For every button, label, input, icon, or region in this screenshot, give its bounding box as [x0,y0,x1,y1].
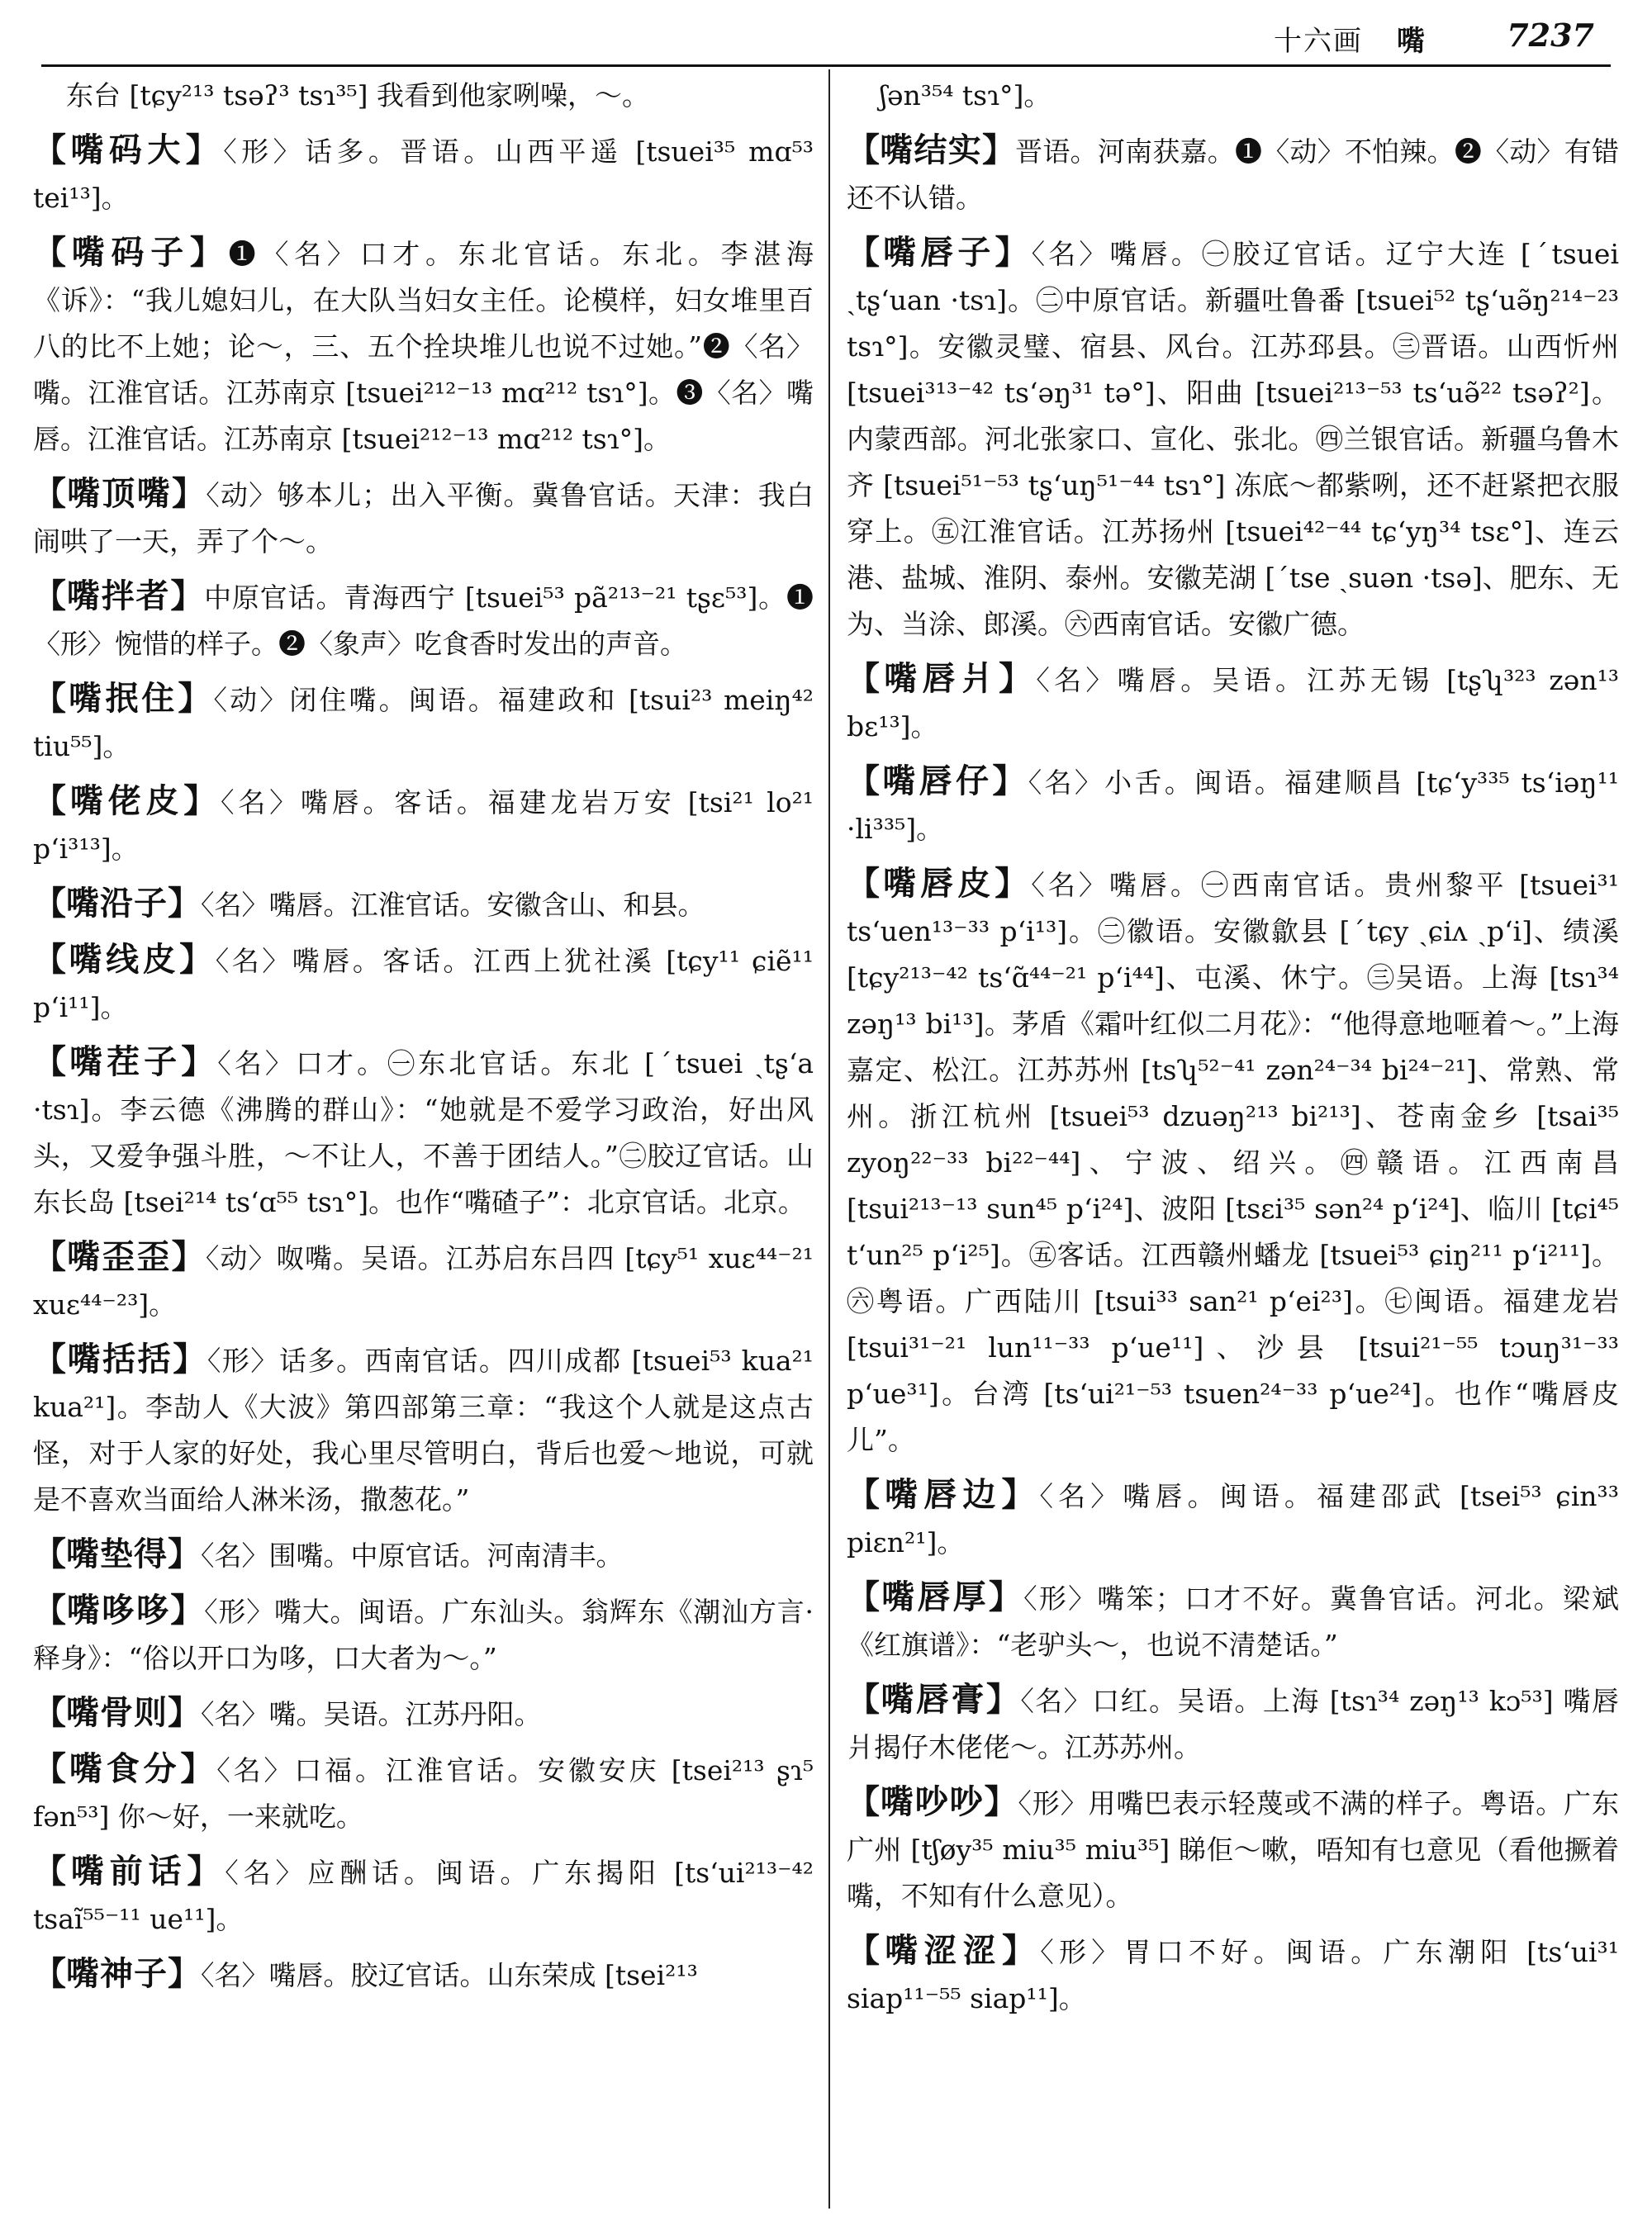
headword-close-bracket: 】 [995,233,1032,272]
entry-definition: 〈名〉嘴唇。胶辽官话。山东荣成 [tsei²¹³ [201,1959,698,1991]
entry-definition: 〈名〉口才。㊀东北官话。东北 [ˊtsuei ˏtʂʻa ·tsɿ]。李云德《沸腾的群山》：“她就是不爱学习政治，好出风头，又爱争强斗胜，～不让人，不善于团结人。”㊁胶辽官话。山东长岛 [tsei²¹⁴ tsʻɑ⁵⁵ tsɿ°]。也作“嘴碴子”：北京官话。北京。 [33,1047,814,1218]
dictionary-entry [33,1234,814,1328]
entry-headword: 嘴抿住 [69,679,178,718]
headword-open-bracket: 【 [33,1535,66,1573]
left-column [33,73,814,2220]
headword-open-bracket: 【 [33,940,69,979]
entry-definition: 〈名〉口红。吴语。上海 [tsɿ³⁴ zəŋ¹³ kɔ⁵³] 嘴唇爿揭仔木佬佬～。江苏苏州。 [847,1685,1619,1763]
headword-open-bracket: 【 [33,1042,70,1081]
headword-close-bracket: 】 [170,576,205,615]
dictionary-entry [847,1472,1619,1566]
headword-close-bracket: 】 [995,864,1032,903]
entry-definition: 〈名〉嘴。吴语。江苏丹阳。 [201,1698,542,1730]
entry-definition: 〈动〉闭住嘴。闽语。福建政和 [tsui²³ meiŋ⁴² tiu⁵⁵]。 [33,684,814,762]
dictionary-entry [847,127,1619,221]
headword-open-bracket: 【 [847,130,881,169]
entry-headword: 嘴码大 [70,130,186,169]
headword-open-bracket: 【 [33,1591,67,1630]
dictionary-entry [847,1574,1619,1668]
dictionary-entry [33,127,814,221]
headword-close-bracket: 】 [1001,1475,1040,1514]
dictionary-entry [33,676,814,770]
header-rule [41,64,1611,67]
entry-headword: 嘴唇厚 [881,1578,989,1616]
entry-headword: 嘴结实 [880,130,982,169]
headword-close-bracket: 】 [984,1782,1018,1821]
dictionary-entry [33,230,814,463]
entry-headword: 嘴顶嘴 [67,474,172,513]
entry-definition: 东台 [tɕy²¹³ tsəʔ³ tsɿ³⁵] 我看到他家咧噪，～。 [66,79,650,112]
headword-open-bracket: 【 [33,781,70,820]
entry-definition: 〈名〉嘴唇。客话。江西上犹社溪 [tɕy¹¹ ɕiẽ¹¹ pʻi¹¹]。 [33,945,814,1023]
headword-close-bracket: 】 [168,1693,201,1732]
headword-open-bracket: 【 [33,130,71,169]
dictionary-entry [33,1336,814,1523]
entry-definition: 〈形〉胃口不好。闽语。广东潮阳 [tsʻui³¹ siap¹¹⁻⁵⁵ siap¹¹]。 [847,1936,1619,2014]
entry-definition: 〈形〉话多。晋语。山西平遥 [tsuei³⁵ mɑ⁵³ tei¹³]。 [33,135,814,214]
entry-headword: 嘴码子 [71,233,190,272]
entry-headword: 嘴涩涩 [885,1931,1002,1970]
headword-open-bracket: 【 [33,1693,66,1732]
entry-headword: 嘴垫得 [66,1535,168,1573]
dictionary-entry [33,1039,814,1226]
entry-headword: 嘴骨则 [66,1693,168,1732]
headword-close-bracket: 】 [185,130,224,169]
headword-open-bracket: 【 [33,474,68,513]
entry-headword: 嘴食分 [69,1749,181,1788]
entry-headword: 嘴唇仔 [882,762,993,800]
entry-definition: 〈名〉嘴唇。㊀西南官话。贵州黎平 [tsuei³¹ tsʻuen¹³⁻³³ pʻi¹³]。㊁徽语。安徽歙县 [ˊtɕy ˏɕiʌ ˏpʻi]、绩溪 [tɕy²¹³⁻⁴² tsʻɑ̃⁴⁴⁻²¹ pʻi⁴⁴]、屯溪、休宁。㊂吴语。上海 [tsɿ³⁴ zəŋ¹³ bi¹³]。茅盾《霜叶红似二月花》：“他得意地咂着～。”上海嘉定、松江。江苏苏州 [tsʮ⁵²⁻⁴¹ zən²⁴⁻³⁴ bi²⁴⁻²¹]、常熟、常州。浙江杭州 [tsuei⁵³ dzuəŋ²¹³ bi²¹³]、苍南金乡 [tsai³⁵ zyoŋ²²⁻³³ bi²²⁻⁴⁴]、宁波、绍兴。㊃赣语。江西南昌 [tsui²¹³⁻¹³ sun⁴⁵ pʻi²⁴]、波阳 [tsɛi³⁵ sən²⁴ pʻi²⁴]、临川 [tɕi⁴⁵ tʻun²⁵ pʻi²⁵]。㊄客话。江西赣州蟠龙 [tsuei⁵³ ɕiŋ²¹¹ pʻi²¹¹]。㊅粤语。广西陆川 [tsui³³ san²¹ pʻei²³]。㊆闽语。福建龙岩 [tsui³¹⁻²¹ lun¹¹⁻³³ pʻue¹¹]、沙县 [tsui²¹⁻⁵⁵ tɔuŋ³¹⁻³³ pʻue³¹]。台湾 [tsʻui²¹⁻⁵³ tsuen²⁴⁻³³ pʻue²⁴]。也作“嘴唇皮儿”。 [847,869,1619,1456]
entry-definition: 〈动〉呶嘴。吴语。江苏启东吕四 [tɕy⁵¹ xuɛ⁴⁴⁻²¹ xuɛ⁴⁴⁻²³]。 [33,1242,814,1321]
headword-open-bracket: 【 [847,864,884,903]
entry-headword: 嘴唇边 [885,1475,1002,1514]
entry-headword: 嘴拌者 [66,576,171,615]
entry-headword: 嘴茬子 [69,1042,182,1081]
headword-open-bracket: 【 [33,1852,71,1891]
entry-headword: 嘴唇皮 [883,864,995,903]
dictionary-entry [847,73,1619,119]
entry-definition: 〈形〉话多。西南官话。四川成都 [tsuei⁵³ kua²¹ kua²¹]。李劼人《大波》第四部第三章：“我这个人就是这点古怪，对于人家的好处，我心里尽管明白，背后也爱～地说，可就是不喜欢当面给人淋米汤，撒葱花。” [33,1345,814,1516]
headword-close-bracket: 】 [1002,1931,1041,1970]
entry-headword: 嘴唇膏 [881,1680,986,1719]
dictionary-entry [847,861,1619,1464]
entry-definition: 〈形〉嘴大。闽语。广东汕头。翁辉东《潮汕方言·释身》：“俗以开口为哆，口大者为～。” [33,1596,814,1674]
headword-close-bracket: 】 [178,679,214,718]
entry-definition: 〈名〉嘴唇。客话。福建龙岩万安 [tsi²¹ lo²¹ pʻi³¹³]。 [33,786,814,865]
headword-close-bracket: 】 [168,1535,201,1573]
entry-definition: 晋语。河南获嘉。❶〈动〉不怕辣。❷〈动〉有错还不认错。 [847,135,1619,214]
headword-close-bracket: 】 [173,1340,207,1378]
headword-close-bracket: 】 [168,1954,201,1993]
headword-close-bracket: 】 [181,1042,218,1081]
dictionary-entry [847,1928,1619,2022]
entry-headword: 嘴唇子 [883,233,995,272]
headword-close-bracket: 】 [988,1578,1024,1616]
page-header [41,12,1611,58]
headword-close-bracket: 】 [183,781,221,820]
entry-definition: 〈名〉嘴唇。㊀胶辽官话。辽宁大连 [ˊtsuei ˏtʂʻuan ·tsɿ]。㊁中原官话。新疆吐鲁番 [tsuei⁵² tʂʻuə̃ŋ²¹⁴⁻²³ tsɿ°]。安徽灵璧、宿县、风台。江苏邳县。㊂晋语。山西忻州 [tsuei³¹³⁻⁴² tsʻəŋ³¹ tə°]、阳曲 [tsuei²¹³⁻⁵³ tsʻuə̃²² tsəʔ²]。内蒙西部。河北张家口、宣化、张北。㊃兰银官话。新疆乌鲁木齐 [tsuei⁵¹⁻⁵³ tʂʻuŋ⁵¹⁻⁴⁴ tsɿ°] 冻底～都紫咧，还不赶紧把衣服穿上。㊄江淮官话。江苏扬州 [tsuei⁴²⁻⁴⁴ tɕʻyŋ³⁴ tsɛ°]、连云港、盐城、淮阴、泰州。安徽芜湖 [ˊtse ˏsuən ·tsə]、肥东、无为、当涂、郎溪。㊅西南官话。安徽广德。 [847,238,1619,640]
headword-open-bracket: 【 [847,1680,881,1719]
dictionary-entry [847,1779,1619,1919]
entry-headword: 嘴神子 [66,1954,168,1993]
headword-open-bracket: 【 [33,1954,66,1993]
page-number: 7237 [1507,17,1594,54]
header-character: 嘴 [1397,25,1425,58]
stroke-section-label: 十六画 [1274,25,1363,58]
entry-headword: 嘴沿子 [66,884,168,923]
entry-definition: 中原官话。青海西宁 [tsuei⁵³ pã²¹³⁻²¹ tʂɛ⁵³]。❶〈形〉惋惜的样子。❷〈象声〉吃食香时发出的声音。 [33,581,814,660]
headword-open-bracket: 【 [847,233,884,272]
dictionary-entry [847,230,1619,648]
entry-headword: 嘴线皮 [69,940,180,979]
dictionary-entry [33,778,814,872]
headword-open-bracket: 【 [33,884,66,923]
entry-definition: 〈名〉嘴唇。闽语。福建邵武 [tsei⁵³ ɕin³³ piɛn²¹]。 [847,1480,1619,1559]
headword-close-bracket: 】 [172,474,206,513]
headword-close-bracket: 】 [179,940,216,979]
headword-open-bracket: 【 [847,659,885,698]
entry-headword: 嘴前话 [70,1852,188,1891]
headword-open-bracket: 【 [33,679,69,718]
dictionary-entry [33,1690,814,1738]
column-divider [828,69,830,2209]
dictionary-entry [33,1951,814,1999]
dictionary-entry [33,880,814,928]
headword-open-bracket: 【 [847,1931,885,1970]
headword-close-bracket: 】 [180,1749,217,1788]
entry-definition: 〈名〉应酬话。闽语。广东揭阳 [tsʻui²¹³⁻⁴² tsaĩ⁵⁵⁻¹¹ ue¹¹]。 [33,1857,814,1935]
headword-open-bracket: 【 [33,1340,68,1378]
entry-definition: ❶〈名〉口才。东北官话。东北。李湛海《诉》：“我儿媳妇儿，在大队当妇女主任。论模样，妇女堆里百八的比不上她；论～，三、五个拴块堆儿也说不过她。”❷〈名〉嘴。江淮官话。江苏南京 [tsuei²¹²⁻¹³ mɑ²¹² tsɿ°]。❸〈名〉嘴唇。江淮官话。江苏南京 [tsuei²¹²⁻¹³ mɑ²¹² tsɿ°]。 [33,238,814,455]
headword-close-bracket: 】 [171,1237,206,1276]
headword-close-bracket: 】 [999,659,1037,698]
headword-close-bracket: 】 [187,1852,225,1891]
dictionary-entry [33,1746,814,1840]
dictionary-entry [33,471,814,565]
headword-close-bracket: 】 [992,762,1028,800]
entry-headword: 嘴佬皮 [69,781,184,820]
dictionary-entry [33,73,814,119]
headword-close-bracket: 】 [981,130,1016,169]
entry-definition: 〈名〉围嘴。中原官话。河南清丰。 [201,1540,624,1572]
dictionary-entry [33,1848,814,1943]
dictionary-entry [33,573,814,667]
headword-close-bracket: 】 [170,1591,205,1630]
headword-open-bracket: 【 [33,1749,69,1788]
entry-headword: 嘴括括 [67,1340,173,1378]
entry-definition: ʃən³⁵⁴ tsɿ°]。 [880,79,1051,112]
entry-definition: 〈形〉嘴笨；口才不好。冀鲁官话。河北。梁斌《红旗谱》：“老驴头～，也说不清楚话。” [847,1582,1619,1661]
headword-close-bracket: 】 [985,1680,1021,1719]
entry-definition: 〈形〉用嘴巴表示轻蔑或不满的样子。粤语。广东广州 [tʃøy³⁵ miu³⁵ miu³⁵] 睇佢～嗽，唔知有乜意见（看他撅着嘴，不知有什么意见）。 [847,1787,1619,1912]
dictionary-entry [33,937,814,1031]
headword-open-bracket: 【 [33,1237,68,1276]
right-column [847,73,1619,2220]
headword-open-bracket: 【 [847,1578,882,1616]
headword-open-bracket: 【 [847,1475,885,1514]
dictionary-entry [847,1677,1619,1771]
entry-definition: 〈动〉够本儿；出入平衡。冀鲁官话。天津：我白闹哄了一天，弄了个～。 [33,479,814,558]
headword-close-bracket: 】 [168,884,201,923]
entry-definition: 〈名〉嘴唇。吴语。江苏无锡 [tʂʮ³²³ zən¹³ bɛ¹³]。 [847,664,1619,743]
dictionary-entry [33,1531,814,1579]
dictionary-entry [847,656,1619,750]
headword-close-bracket: 】 [189,233,229,272]
headword-open-bracket: 【 [847,1782,881,1821]
entry-headword: 嘴歪歪 [67,1237,172,1276]
entry-headword: 嘴哆哆 [66,1591,171,1630]
headword-open-bracket: 【 [33,576,67,615]
entry-headword: 嘴唇爿 [884,659,999,698]
entry-headword: 嘴吵吵 [880,1782,985,1821]
dictionary-entry [847,758,1619,852]
dictionary-entry [33,1587,814,1682]
entry-definition: 〈名〉嘴唇。江淮官话。安徽含山、和县。 [201,889,705,921]
headword-open-bracket: 【 [847,762,883,800]
headword-open-bracket: 【 [33,233,72,272]
entry-definition: 〈名〉小舌。闽语。福建顺昌 [tɕʻy³³⁵ tsʻiəŋ¹¹ ·li³³⁵]。 [847,766,1619,845]
entry-definition: 〈名〉口福。江淮官话。安徽安庆 [tsei²¹³ ʂɿ⁵ fən⁵³] 你～好，一来就吃。 [33,1754,814,1833]
